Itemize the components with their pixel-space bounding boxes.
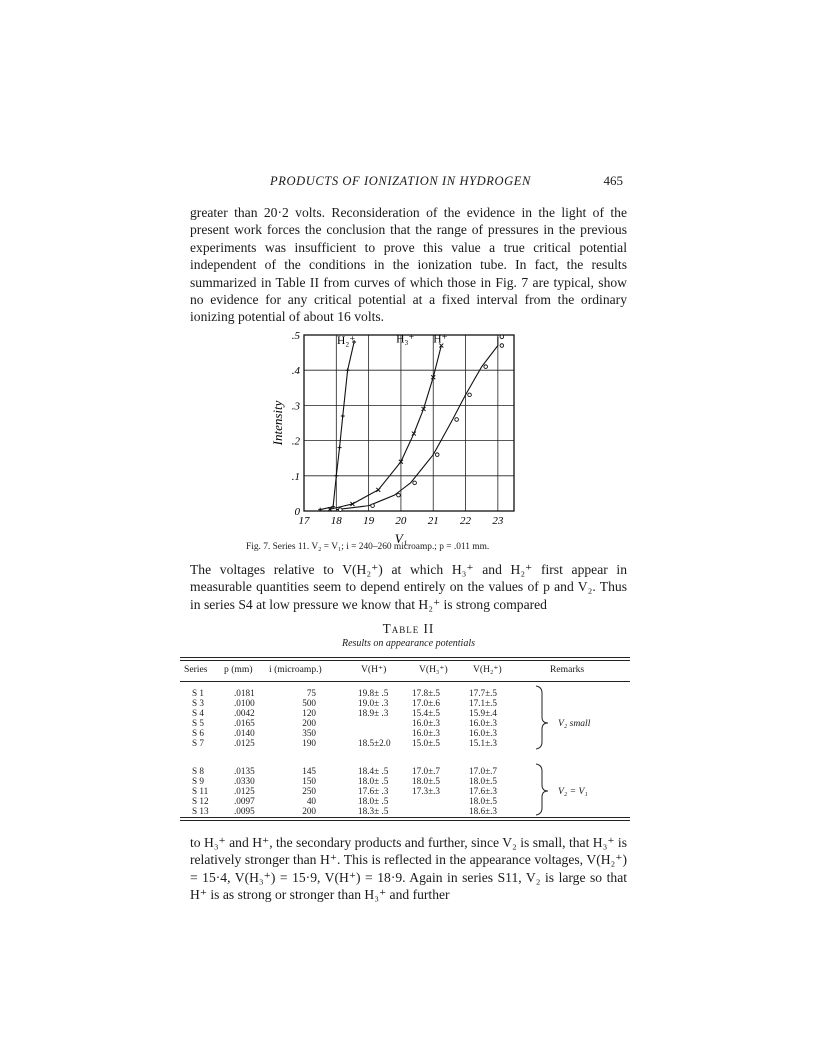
table-cell: 19.0± .3 [358, 698, 389, 708]
paragraph-2: The voltages relative to V(H₂⁺) at which H₃⁺ and H₂⁺ first appear in measurable quantities seem to depend entirely on the values of p and V₂. Thus in series S4 at low pressure we know that H₂⁺ is strong compared [190, 562, 627, 612]
y-tick-label: .1 [291, 470, 300, 483]
data-point [500, 344, 504, 348]
x-tick-label: 21 [427, 515, 439, 527]
data-point [341, 414, 345, 418]
table-cell: 15.4±.5 [412, 708, 441, 718]
table-cell: .0042 [234, 708, 255, 718]
header-current: i (microamp.) [269, 664, 322, 675]
x-axis-label: V₁ [394, 531, 408, 546]
table-cell: 18.9± .3 [358, 708, 389, 718]
data-point [468, 393, 472, 397]
table-cell: 40 [306, 796, 316, 806]
table-cell: S 9 [192, 776, 205, 786]
y-tick-label: 0 [294, 506, 300, 518]
table-cell: 18.0± .5 [358, 796, 389, 806]
y-tick-label: .2 [291, 435, 300, 448]
series-label: H₂⁺ [336, 334, 356, 347]
data-point [334, 474, 338, 478]
x-tick-label: 23 [492, 515, 504, 527]
table-cell: 17.6±.3 [469, 786, 498, 796]
table-cell: 18.0±.5 [469, 796, 498, 806]
table-cell: S 4 [192, 708, 205, 718]
table-cell: .0095 [234, 806, 255, 816]
table-cell: 190 [302, 738, 316, 748]
data-point [338, 446, 342, 450]
table-cell: 17.0±.6 [412, 698, 441, 708]
table-cell: S 7 [192, 738, 205, 748]
table-cell: 120 [302, 708, 316, 718]
table-cell: 18.6±.3 [469, 806, 498, 816]
paragraph-3: to H₃⁺ and H⁺, the secondary products and further, since V₂ is small, that H₃⁺ is relatively stronger than H⁺. This is reflected in the appearance voltages, V(H₂⁺) = 15·4, V(H₃⁺) = 15·9, V(H⁺) = 18·9. Again in series S11, V₂ is large so that H⁺ is as strong or stronger than H₃⁺ and further [190, 835, 627, 903]
table-title: Table II [382, 621, 435, 636]
table-cell: S 3 [192, 698, 205, 708]
table-cell: 250 [302, 786, 316, 796]
table-cell: 150 [302, 776, 316, 786]
table-cell: 17.6± .3 [358, 786, 389, 796]
y-tick-label: .4 [291, 365, 300, 378]
header-v-hplus: V(H⁺) [361, 664, 387, 675]
page-number: 465 [603, 173, 623, 188]
table-cell: 15.9±.4 [469, 708, 498, 718]
header-v-h2plus: V(H₂⁺) [473, 664, 502, 675]
table-cell: 15.0±.5 [412, 738, 441, 748]
table-cell: 17.0±.7 [412, 766, 441, 776]
table-cell: .0165 [234, 718, 255, 728]
table-cell: 16.0±.3 [469, 728, 498, 738]
data-point [455, 418, 459, 422]
header-series: Series [184, 664, 208, 675]
table-cell: 17.7±.5 [469, 688, 498, 698]
data-point [484, 365, 488, 369]
table-cell: 18.0±.5 [469, 776, 498, 786]
figure-7 [264, 325, 526, 547]
series-line-2 [336, 334, 498, 510]
table-cell: .0125 [234, 738, 255, 748]
table-cell: .0100 [234, 698, 255, 708]
table-cell: S 13 [192, 806, 209, 816]
figure-caption: Fig. 7. Series 11. V₂ = V₁; i = 240–260 microamp.; p = .011 mm. [246, 542, 490, 552]
table-cell: 200 [302, 806, 316, 816]
table-cell: S 1 [192, 688, 205, 698]
table-cell: 16.0±.3 [469, 718, 498, 728]
table-cell: 16.0±.3 [412, 718, 441, 728]
table-cell: 19.8± .5 [358, 688, 389, 698]
running-head [190, 172, 627, 192]
remark-group-2: V₂ = V₁ [558, 786, 588, 797]
table-bottom-rule-2 [180, 820, 630, 821]
table-cell: 18.4± .5 [358, 766, 389, 776]
x-tick-label: 19 [363, 515, 375, 527]
header-pressure: p (mm) [224, 664, 253, 675]
table-cell: 15.1±.3 [469, 738, 498, 748]
x-tick-label: 22 [460, 515, 472, 527]
table-cell: 145 [302, 766, 316, 776]
table-cell: 17.1±.5 [469, 698, 498, 708]
table-cell: 18.5±2.0 [358, 738, 391, 748]
table-cell: S 12 [192, 796, 209, 806]
intensity-chart [264, 325, 526, 547]
data-point [339, 508, 343, 512]
header-remarks: Remarks [550, 664, 585, 675]
table-cell: 17.0±.7 [469, 766, 498, 776]
x-tick-label: 17 [298, 515, 310, 527]
paragraph-1: greater than 20·2 volts. Reconsideration of the evidence in the light of the present work forces the conclusion that the range of pressures in the previous experiments was insufficient to prove this value a true critical potential independent of the conditions in the ionization tube. In fact, the results summarized in Table II from curves of which those in Fig. 7 are typical, show no evidence for any critical potential at a fixed interval from the ordinary ionizing potential of about 16 volts. [190, 205, 627, 325]
table-cell: 75 [306, 688, 316, 698]
series-label: H₃⁺ [396, 333, 415, 346]
table-cell: .0181 [234, 688, 255, 698]
table-cell: 500 [302, 698, 316, 708]
table-cell: .0330 [234, 776, 255, 786]
data-point [376, 488, 380, 492]
data-point [371, 504, 375, 508]
table-cell: 18.3± .5 [358, 806, 389, 816]
table-cell: .0125 [234, 786, 255, 796]
series-label: H⁺ [433, 333, 448, 346]
table-cell: .0097 [234, 796, 255, 806]
table-cell: 350 [302, 728, 316, 738]
brace-group-2 [536, 764, 548, 815]
data-point [397, 493, 401, 497]
series-line-0 [320, 342, 354, 510]
data-point [500, 335, 504, 339]
table-cell: 17.8±.5 [412, 688, 441, 698]
remark-group-1: V₂ small [558, 718, 591, 729]
x-tick-label: 20 [395, 515, 407, 527]
y-axis-label: Intensity [270, 400, 285, 446]
x-tick-label: 18 [330, 515, 342, 527]
table-cell: S 8 [192, 766, 205, 776]
data-point [346, 368, 350, 372]
brace-group-1 [536, 686, 548, 749]
table-cell: S 5 [192, 718, 205, 728]
table-cell: .0140 [234, 728, 255, 738]
table-cell: 18.0±.5 [412, 776, 441, 786]
y-tick-label: .3 [291, 400, 300, 413]
header-v-h3plus: V(H₃⁺) [419, 664, 448, 675]
data-point [413, 481, 417, 485]
table-cell: .0135 [234, 766, 255, 776]
table-bottom-rule [180, 817, 630, 818]
table-subtitle: Results on appearance potentials [341, 638, 476, 649]
table-ii [180, 653, 630, 823]
table-cell: S 11 [192, 786, 209, 796]
y-tick-label: .5 [291, 330, 300, 342]
table-cell: 200 [302, 718, 316, 728]
running-title: PRODUCTS OF IONIZATION IN HYDROGEN [270, 174, 531, 188]
table-cell: 18.0± .5 [358, 776, 389, 786]
data-point [435, 453, 439, 457]
table-cell: S 6 [192, 728, 205, 738]
table-cell: 17.3±.3 [412, 786, 441, 796]
table-cell: 16.0±.3 [412, 728, 441, 738]
